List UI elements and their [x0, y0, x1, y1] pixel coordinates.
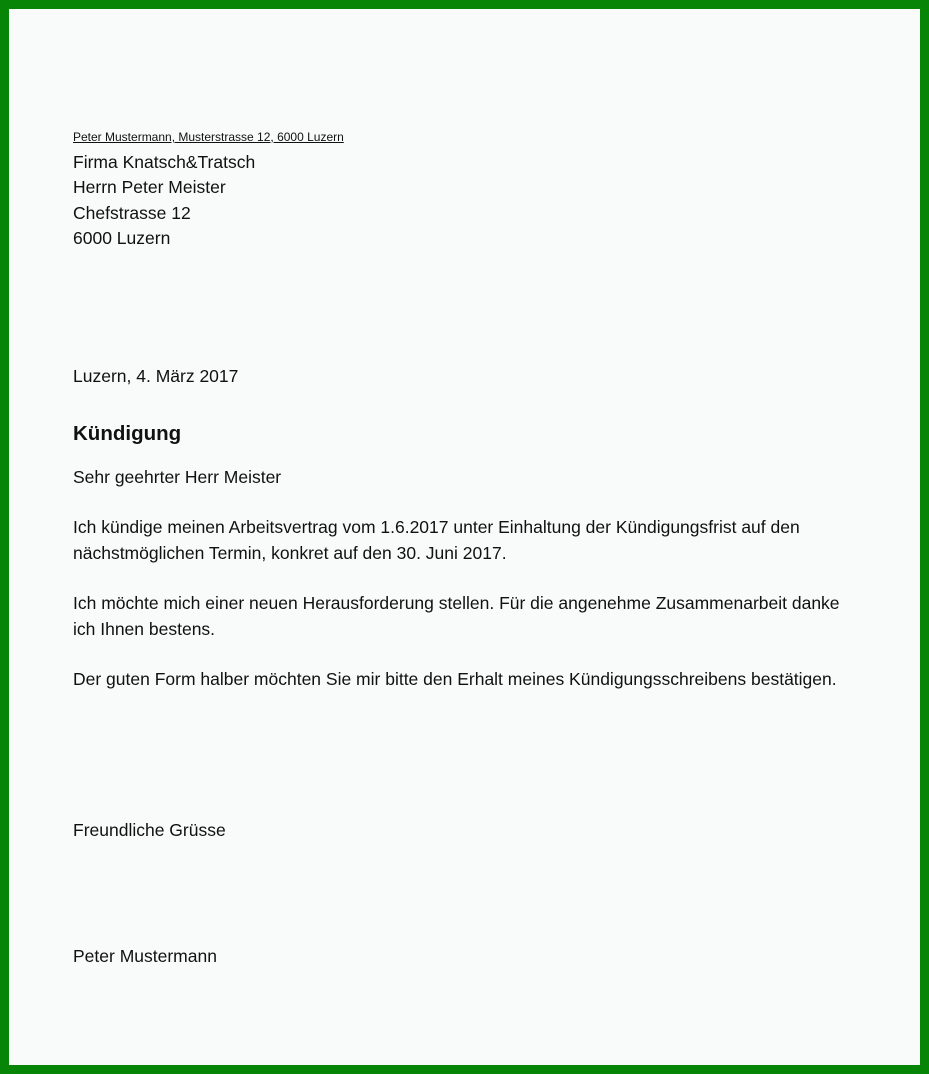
- letter-subject: Kündigung: [73, 422, 182, 445]
- recipient-city: 6000 Luzern: [73, 228, 171, 249]
- letter-salutation: Sehr geehrter Herr Meister: [73, 467, 282, 487]
- recipient-name: Herrn Peter Meister: [73, 177, 226, 198]
- body-paragraph-2: Ich möchte mich einer neuen Herausforderung stellen. Für die angenehme Zusammenarbeit danke ich Ihnen bestens.: [73, 593, 840, 639]
- sender-address-line: Peter Mustermann, Musterstrasse 12, 6000 Luzern: [73, 130, 344, 144]
- letter-signature-name: Peter Mustermann: [73, 946, 217, 966]
- letter-closing: Freundliche Grüsse: [73, 820, 226, 840]
- recipient-street: Chefstrasse 12: [73, 202, 191, 223]
- body-paragraph-3: Der guten Form halber möchten Sie mir bitte den Erhalt meines Kündigungsschreibens bestätigen.: [73, 669, 837, 689]
- recipient-company: Firma Knatsch&Tratsch: [73, 152, 256, 172]
- letter-date: Luzern, 4. März 2017: [73, 366, 239, 386]
- recipient-address-block: [73, 150, 255, 252]
- body-paragraph-1: Ich kündige meinen Arbeitsvertrag vom 1.6.2017 unter Einhaltung der Kündigungsfrist auf den nächstmöglichen Termin, konkret auf den 30. Juni 2017.: [73, 517, 800, 563]
